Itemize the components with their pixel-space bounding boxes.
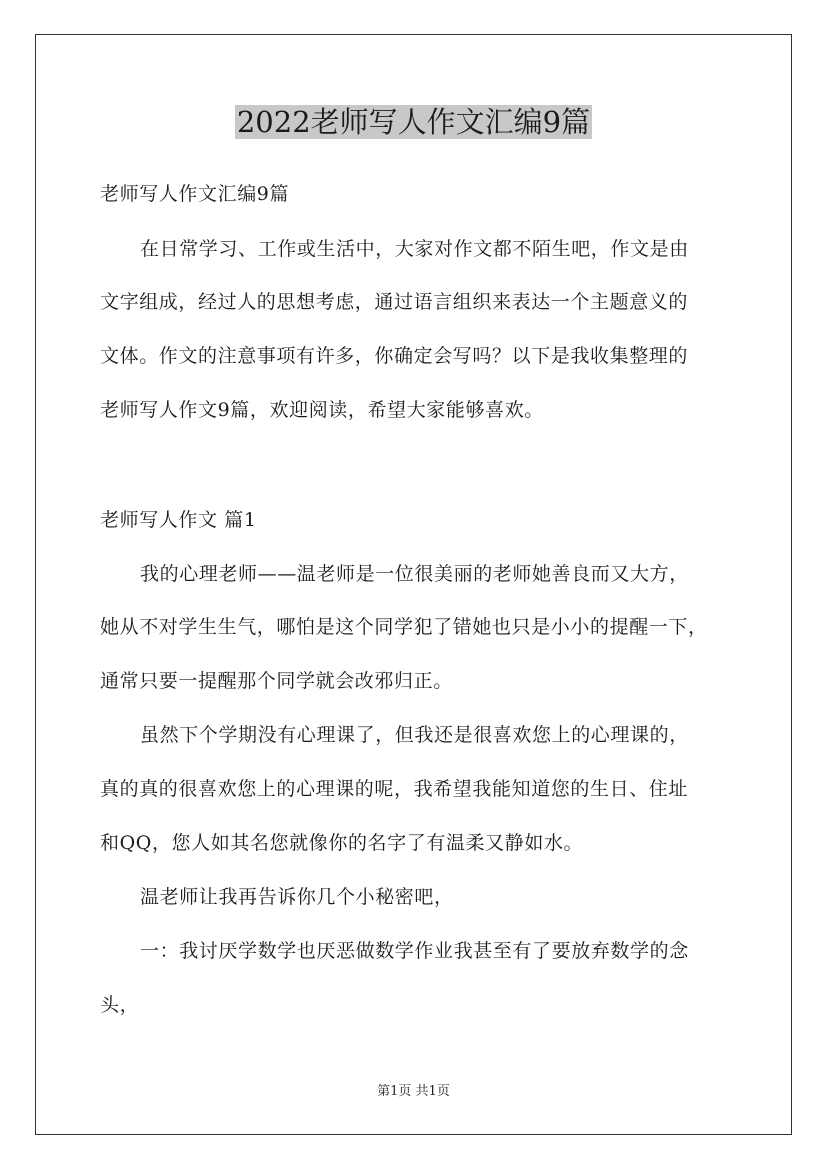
document-title — [0, 102, 827, 142]
intro-paragraph-line: 文体。作文的注意事项有许多，你确定会写吗？以下是我收集整理的 — [100, 345, 689, 367]
page-footer: 第1页 共1页 — [377, 1084, 450, 1099]
body-paragraph-line: 温老师让我再告诉你几个小秘密吧， — [140, 886, 454, 908]
body-paragraph-line: 头， — [100, 994, 140, 1016]
body-paragraph-line: 她从不对学生生气，哪怕是这个同学犯了错她也只是小小的提醒一下， — [100, 616, 708, 638]
body-paragraph-line: 真的真的很喜欢您上的心理课的呢，我希望我能知道您的生日、住址 — [100, 778, 689, 800]
body-paragraph-line: 我的心理老师——温老师是一位很美丽的老师她善良而又大方， — [140, 563, 689, 585]
intro-paragraph-line: 老师写人作文9篇，欢迎阅读，希望大家能够喜欢。 — [100, 399, 544, 421]
body-paragraph-line: 和QQ，您人如其名您就像你的名字了有温柔又静如水。 — [100, 832, 584, 854]
body-paragraph-line: 通常只要一提醒那个同学就会改邪归正。 — [100, 670, 453, 692]
document-title-text: 2022老师写人作文汇编9篇 — [236, 105, 591, 139]
body-paragraph-line: 虽然下个学期没有心理课了，但我还是很喜欢您上的心理课的， — [140, 724, 689, 746]
intro-paragraph-line: 文字组成，经过人的思想考虑，通过语言组织来表达一个主题意义的 — [100, 291, 689, 313]
intro-paragraph-line: 在日常学习、工作或生活中，大家对作文都不陌生吧，作文是由 — [140, 238, 689, 260]
intro-heading: 老师写人作文汇编9篇 — [100, 183, 290, 205]
section-heading: 老师写人作文 篇1 — [100, 509, 257, 531]
body-paragraph-line: 一：我讨厌学数学也厌恶做数学作业我甚至有了要放弃数学的念 — [140, 940, 689, 962]
